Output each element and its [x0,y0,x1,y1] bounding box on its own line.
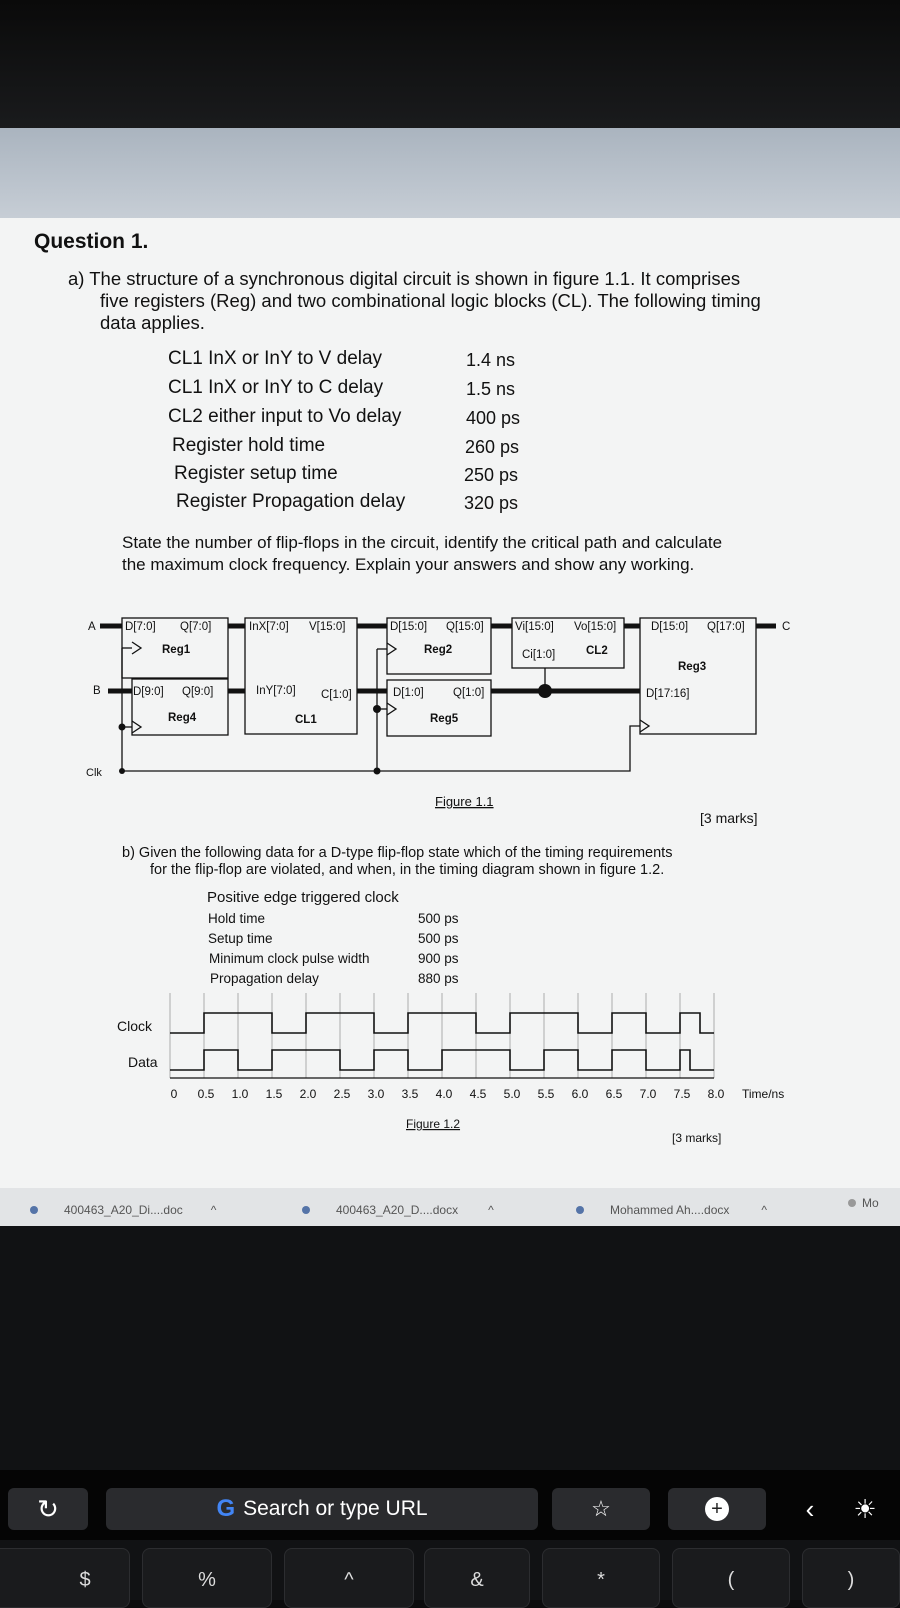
ff-label: Hold time [208,911,266,926]
google-icon: G [216,1495,236,1522]
ff-label: Minimum clock pulse width [209,951,370,966]
download-item[interactable] [302,1203,494,1217]
output-c-label: C [782,621,791,633]
brightness-icon[interactable]: ☀ [853,1493,877,1524]
cl2-vi: Vi[15:0] [515,621,554,633]
part-a-line-2: five registers (Reg) and two combinational logic blocks (CL). The following timing [100,290,761,311]
download-item[interactable] [848,1196,879,1210]
collapse-chevron-icon[interactable]: ‹ [805,1493,815,1524]
reg5-name: Reg5 [430,713,459,725]
key-5[interactable] [142,1548,272,1608]
reg3-d: D[15:0] [651,621,689,633]
part-b-line-2: for the flip-flop are violated, and when, in the timing diagram shown in figure 1.2. [150,862,665,878]
reg3-q: Q[17:0] [707,621,745,633]
axis-tick: 2.5 [333,1087,351,1101]
key-8[interactable] [542,1548,660,1608]
part-b-marks: [3 marks] [672,1131,722,1145]
timing-label: Register setup time [174,463,338,484]
axis-tick: 1.0 [231,1087,249,1101]
figure-1-2-caption: Figure 1.2 [406,1117,461,1131]
screen-top-bar [0,128,900,220]
reload-icon[interactable]: ↻ [8,1488,88,1530]
timing-label: CL1 InX or InY to V delay [168,348,383,369]
reg2-q: Q[15:0] [446,621,484,633]
reg4-q: Q[9:0] [182,686,214,698]
reg2-name: Reg2 [424,644,453,656]
question-title: Question 1. [34,230,149,253]
part-a-line-1: a) The structure of a synchronous digital circuit is shown in figure 1.1. It comprises [68,268,741,289]
timing-value: 1.4 ns [466,350,516,370]
task-line-2: the maximum clock frequency. Explain your answers and show any working. [122,555,695,574]
key-label: & [470,1569,484,1591]
laptop-body [0,1226,900,1600]
axis-tick: 0.5 [197,1087,215,1101]
clk-label: Clk [86,767,102,779]
download-item-label: Mo [862,1196,879,1210]
download-item-label: 400463_A20_D....docx [336,1203,459,1217]
timing-value: 320 ps [464,493,519,513]
download-bar [0,1188,900,1226]
clock-label: Clock [117,1018,153,1034]
ff-value: 900 ps [418,951,459,966]
data-label: Data [128,1054,158,1070]
key-label: * [597,1569,605,1591]
axis-unit: Time/ns [742,1087,785,1101]
chevron-up-icon[interactable]: ^ [210,1203,217,1217]
ff-value: 500 ps [418,931,459,946]
key-4[interactable] [0,1548,130,1608]
download-item-label: 400463_A20_Di....doc [64,1203,183,1217]
axis-tick: 3.0 [367,1087,385,1101]
reg1-name: Reg1 [162,644,191,656]
search-url-label: Search or type URL [243,1497,428,1520]
input-b-label: B [93,685,101,697]
axis-tick: 3.5 [401,1087,419,1101]
download-item[interactable] [576,1203,767,1217]
keyboard-row [0,1548,900,1600]
ff-label: Setup time [208,931,273,946]
touch-bar [0,1470,900,1540]
axis-tick: 7.0 [639,1087,657,1101]
input-a-label: A [88,621,96,633]
reg3-name: Reg3 [678,661,707,673]
timing-value: 250 ps [464,465,519,485]
reg2-d: D[15:0] [390,621,428,633]
key-0[interactable] [802,1548,900,1608]
data-waveform [170,1050,714,1070]
part-b-line-1: b) Given the following data for a D-type flip-flop state which of the timing requirements [122,845,673,861]
axis-tick: 5.0 [503,1087,521,1101]
axis-tick: 6.0 [571,1087,589,1101]
key-label: % [198,1569,216,1591]
bookmark-star-icon[interactable]: ☆ [552,1488,650,1530]
figure-1-1-caption: Figure 1.1 [435,794,494,809]
axis-tick: 7.5 [673,1087,691,1101]
document-icon [576,1206,584,1214]
cl2-vo: Vo[15:0] [574,621,617,633]
cl1-c: C[1:0] [321,689,352,701]
key-label: ) [847,1569,855,1591]
download-item[interactable] [30,1203,216,1217]
key-7[interactable] [424,1548,530,1608]
document-page [0,218,900,1190]
timing-label: CL1 InX or InY to C delay [168,377,384,398]
key-label: $ [79,1569,91,1591]
reg1-d: D[7:0] [125,621,156,633]
timing-value: 1.5 ns [466,379,516,399]
plus-icon: + [705,1497,729,1521]
timing-value: 400 ps [466,408,521,428]
reg4-name: Reg4 [168,712,197,724]
task-line-1: State the number of flip-flops in the circuit, identify the critical path and calculate [122,533,723,552]
axis-tick: 0 [170,1087,178,1101]
key-9[interactable] [672,1548,790,1608]
cl1-v: V[15:0] [309,621,346,633]
timing-label: Register hold time [172,435,326,456]
part-a-line-3: data applies. [100,312,205,333]
document-icon [302,1206,310,1214]
axis-tick: 4.5 [469,1087,487,1101]
reg4-d: D[9:0] [133,686,164,698]
ff-heading: Positive edge triggered clock [207,889,399,906]
document-icon [848,1199,856,1207]
key-6[interactable] [284,1548,414,1608]
cl2-ci: Ci[1:0] [522,649,556,661]
axis-tick: 2.0 [299,1087,317,1101]
chevron-up-icon[interactable]: ^ [488,1203,494,1217]
axis-tick: 4.0 [435,1087,453,1101]
ff-value: 880 ps [418,971,459,986]
download-item-label: Mohammed Ah....docx [610,1203,730,1217]
chevron-up-icon[interactable]: ^ [761,1203,768,1217]
background-dark [0,0,900,130]
reg5-d: D[1:0] [393,687,424,699]
axis-tick: 8.0 [707,1087,725,1101]
timing-label: Register Propagation delay [176,491,406,512]
axis-tick: 6.5 [605,1087,623,1101]
key-label: ^ [344,1569,354,1591]
ff-label: Propagation delay [210,971,319,986]
cl1-name: CL1 [295,714,317,726]
cl1-iny: InY[7:0] [256,685,296,697]
ff-value: 500 ps [418,911,459,926]
reg5-q: Q[1:0] [453,687,485,699]
timing-value: 260 ps [465,437,520,457]
cl2-name: CL2 [586,645,608,657]
part-a-marks: [3 marks] [700,810,758,826]
reg3-d2: D[17:16] [646,688,690,700]
key-label: ( [727,1569,735,1591]
axis-tick: 5.5 [537,1087,555,1101]
timing-label: CL2 either input to Vo delay [168,406,402,427]
reg1-q: Q[7:0] [180,621,212,633]
axis-tick: 1.5 [265,1087,283,1101]
document-icon [30,1206,38,1214]
cl1-inx: InX[7:0] [249,621,289,633]
new-tab-button[interactable] [668,1488,766,1530]
search-url-button[interactable] [106,1488,538,1530]
figure-1-2-timing [0,218,900,1190]
